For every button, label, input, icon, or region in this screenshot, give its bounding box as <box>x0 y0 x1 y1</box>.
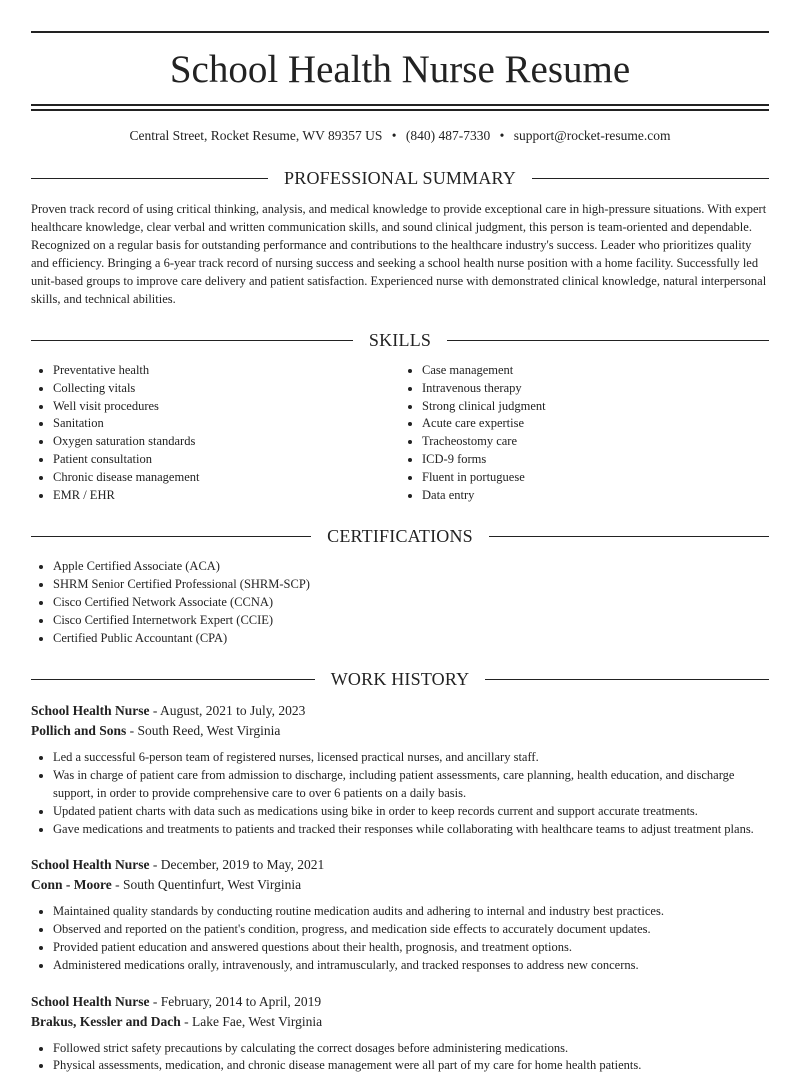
contact-line <box>31 126 769 146</box>
job-bullet: • Provided patient education and answered questions about their health, prognosis, and treatment options. <box>53 939 769 957</box>
skill-item: • Chronic disease management <box>53 469 400 487</box>
certifications-header <box>31 524 769 548</box>
summary-header <box>31 166 769 190</box>
job-bullets <box>31 1040 769 1075</box>
job-dates: - August, 2021 to July, 2023 <box>149 703 306 719</box>
skills-list-left <box>31 362 400 504</box>
job-bullet: • Gave medications and treatments to patients and tracked their responses while collaborating with healthcare teams to adjust treatment plans. <box>53 821 769 839</box>
job-bullet: • Updated patient charts with data such as medications using bike in order to keep records current and support accurate treatments. <box>53 803 769 821</box>
job-role: School Health Nurse <box>31 857 150 873</box>
divider-line <box>31 178 268 179</box>
resume-page <box>31 0 769 1075</box>
divider-line <box>31 536 311 537</box>
job-company: Conn - Moore <box>31 877 112 893</box>
skills-header <box>31 328 769 352</box>
skill-item: • Fluent in portuguese <box>422 469 769 487</box>
job-bullet: • Followed strict safety precautions by calculating the correct dosages before administering medications. <box>53 1040 769 1058</box>
job-company: Pollich and Sons <box>31 723 127 739</box>
divider-line <box>31 340 353 341</box>
certification-item: • Apple Certified Associate (ACA) <box>53 558 769 576</box>
skill-item: • Data entry <box>422 487 769 505</box>
skill-item: • Collecting vitals <box>53 380 400 398</box>
job-dates: - February, 2014 to April, 2019 <box>149 993 322 1009</box>
job-dates: - December, 2019 to May, 2021 <box>149 857 325 873</box>
skill-item: • Well visit procedures <box>53 398 400 416</box>
certification-item: • SHRM Senior Certified Professional (SHRM-SCP) <box>53 576 769 594</box>
work-title: WORK HISTORY <box>330 669 470 690</box>
contact-separator: • <box>391 128 397 143</box>
job-role-line <box>31 701 769 721</box>
skill-item: • EMR / EHR <box>53 487 400 505</box>
skill-item: • ICD-9 forms <box>422 451 769 469</box>
job-bullet: • Was in charge of patient care from admission to discharge, including patient assessments, care planning, health education, and discharge support, in order to provide comprehensive care to over 6 patients on a daily basis. <box>53 767 769 803</box>
job-entry <box>31 855 769 974</box>
skills-list-right <box>400 362 769 504</box>
skill-item: • Preventative health <box>53 362 400 380</box>
skill-item: • Sanitation <box>53 415 400 433</box>
skill-item: • Strong clinical judgment <box>422 398 769 416</box>
skill-item: • Intravenous therapy <box>422 380 769 398</box>
divider-line <box>485 679 769 680</box>
summary-title: PROFESSIONAL SUMMARY <box>284 168 516 188</box>
certifications-list <box>31 558 769 647</box>
skill-item: • Acute care expertise <box>422 415 769 433</box>
job-company-line <box>31 721 769 741</box>
skill-item: • Tracheostomy care <box>422 433 769 451</box>
certification-item: • Cisco Certified Network Associate (CCNA) <box>53 594 769 612</box>
job-entry <box>31 992 769 1075</box>
job-location: - South Quentinfurt, West Virginia <box>111 877 302 893</box>
job-role: School Health Nurse <box>31 993 150 1009</box>
job-location: - Lake Fae, West Virginia <box>180 1013 323 1029</box>
skill-item: • Oxygen saturation standards <box>53 433 400 451</box>
job-bullets <box>31 903 769 974</box>
job-bullets <box>31 749 769 838</box>
certification-item: • Cisco Certified Internetwork Expert (CCIE) <box>53 612 769 630</box>
job-location: - South Reed, West Virginia <box>126 723 281 739</box>
certifications-title: CERTIFICATIONS <box>327 526 473 547</box>
work-header <box>31 667 769 691</box>
job-bullet: • Observed and reported on the patient's condition, progress, and medication side effects to accurately document updates. <box>53 921 769 939</box>
job-bullet: • Physical assessments, medication, and chronic disease management were all part of my care for home health patients. <box>53 1057 769 1075</box>
job-company: Brakus, Kessler and Dach <box>31 1013 181 1029</box>
divider-line <box>489 536 769 537</box>
contact-phone: (840) 487-7330 <box>405 128 491 143</box>
job-company-line <box>31 875 769 895</box>
job-role-line <box>31 992 769 1012</box>
page-title: School Health Nurse Resume <box>169 48 631 91</box>
job-bullet: • Administered medications orally, intravenously, and intramuscularly, and tracked responses to address new concerns. <box>53 957 769 975</box>
title-rule-2 <box>31 109 769 111</box>
divider-line <box>447 340 769 341</box>
job-entry <box>31 701 769 838</box>
top-rule <box>31 31 769 33</box>
job-role-line <box>31 855 769 875</box>
skills-columns <box>31 362 769 504</box>
divider-line <box>31 679 315 680</box>
job-bullet: • Maintained quality standards by conducting routine medication audits and adhering to internal and industry best practices. <box>53 903 769 921</box>
summary-text: Proven track record of using critical thinking, analysis, and medical knowledge to provide exceptional care in high-pressure situations. With expert healthcare knowledge, clear verbal and written communication skills, and sound clinical judgment, this person is team-oriented and dependable. Recognized on a regular basis for outstanding performance and contributions to the healthcare industry's success. Leader who prioritizes quality and efficiency. Bringing a 6-year track record of nursing success and seeking a school health nurse position with a home facility. Successfully led unit-based groups to improve care delivery and patient satisfaction. Experienced nurse with demonstrated clinical knowledge, natural interpersonal skills, and technical abilities. <box>31 202 767 306</box>
title-rule-1 <box>31 104 769 106</box>
contact-email: support@rocket-resume.com <box>513 128 671 143</box>
skill-item: • Patient consultation <box>53 451 400 469</box>
job-company-line <box>31 1012 769 1032</box>
contact-separator: • <box>499 128 505 143</box>
job-bullet: • Led a successful 6-person team of registered nurses, licensed practical nurses, and ancillary staff. <box>53 749 769 767</box>
skills-title: SKILLS <box>368 330 432 350</box>
contact-address: Central Street, Rocket Resume, WV 89357 US <box>129 128 383 143</box>
job-role: School Health Nurse <box>31 703 150 719</box>
divider-line <box>532 178 769 179</box>
skill-item: • Case management <box>422 362 769 380</box>
certification-item: • Certified Public Accountant (CPA) <box>53 630 769 648</box>
